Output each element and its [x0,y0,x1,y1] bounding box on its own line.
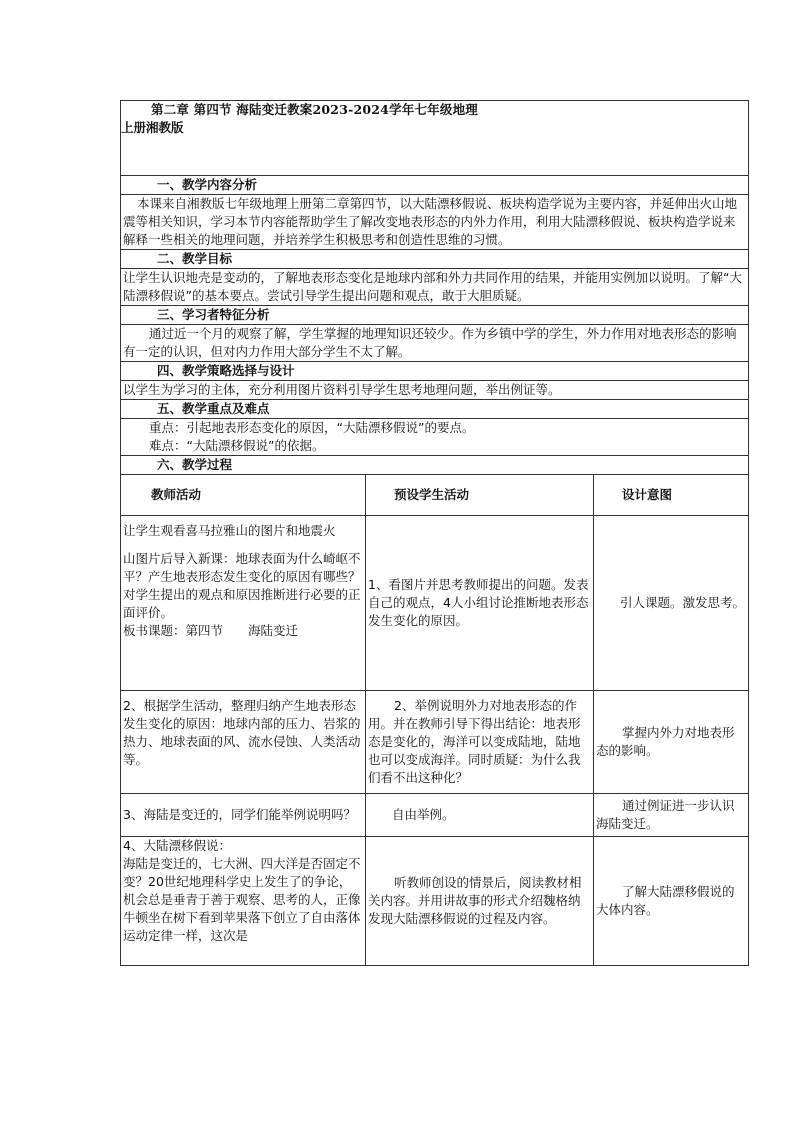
section-text-4: 以学生为学习的主体，充分利用图片资料引导学生思考地理问题，举出例证等。 [121,381,749,400]
table-row [121,691,749,794]
teacher-activity-cell: 2、根据学生活动，整理归纳产生地表形态发生变化的原因：地球内部的压力、岩浆的热力、地球表面的风、流水侵蚀、人类活动等。 [121,691,366,794]
design-intent-cell: 了解大陆漂移假说的大体内容。 [594,837,749,966]
design-intent-cell: 通过例证进一步认识海陆变迁。 [594,794,749,837]
section-text-2: 让学生认识地壳是变动的，了解地表形态变化是地球内部和外力共同作用的结果，并能用实例加以说明。了解“大陆漂移假说”的基本要点。尝试引导学生提出问题和观点，敢于大胆质疑。 [121,269,749,306]
document-page [120,100,748,966]
teacher-activity-cell [121,837,366,966]
title-line-2: 上册湘教版 [121,120,184,135]
section-heading-5: 五、教学重点及难点 [121,400,749,419]
student-activity-cell: 听教师创设的情景后，阅读教材相关内容。并用讲故事的形式介绍魏格纳发现大陆漂移假说的过程及内容。 [366,837,594,966]
title-line-1: 第二章 第四节 海陆变迁教案2023-2024学年七年级地理 [151,102,478,117]
section-heading-2: 二、教学目标 [121,250,749,269]
table-row [121,516,749,691]
table-row [121,837,749,966]
column-header-student: 预设学生活动 [366,475,594,516]
student-activity-cell: 1、看图片并思考教师提出的问题。发表自己的观点，4人小组讨论推断地表形态发生变化的原因。 [366,516,594,691]
teacher-line: 让学生观看喜马拉雅山的图片和地震火 [123,523,336,538]
table-row [121,794,749,837]
section-heading-3: 三、学习者特征分析 [121,306,749,325]
design-intent-cell: 掌握内外力对地表形态的影响。 [594,691,749,794]
teacher-line: 山图片后导入新课：地球表面为什么崎岖不平？产生地表形态发生变化的原因有哪些？ [123,551,361,584]
teacher-line: 对学生提出的观点和原因推断进行必要的正面评价。 [123,587,361,620]
design-intent-cell: 引人课题。激发思考。 [594,516,749,691]
section-heading-4: 四、教学策略选择与设计 [121,362,749,381]
section-heading-6: 六、教学过程 [121,456,749,475]
teacher-line: 板书课题：第四节 海陆变迁 [123,623,299,638]
teacher-activity-cell [121,516,366,691]
section-heading-1: 一、教学内容分析 [121,176,749,195]
teacher-line: 海陆是变迁的，七大洲、四大洋是否固定不变？20世纪地理科学史上发生了的争论，机会总是垂青于善于观察、思考的人，正像牛顿坐在树下看到苹果落下创立了自由落体运动定律一样，这次是 [123,856,361,943]
student-activity-cell: 自由举例。 [366,794,594,837]
section-text-5 [121,419,749,456]
key-point: 重点：引起地表形态变化的原因，“大陆漂移假说”的要点。 [149,420,475,435]
student-activity-cell: 2、举例说明外力对地表形态的作用。并在教师引导下得出结论：地表形态是变化的，海洋可以变成陆地，陆地也可以变成海洋。同时质疑：为什么我们看不出这种化？ [366,691,594,794]
teacher-activity-cell: 3、海陆是变迁的，同学们能举例说明吗？ [121,794,366,837]
column-header-intent: 设计意图 [594,475,749,516]
column-header-teacher: 教师活动 [121,475,366,516]
section-text-3: 通过近一个月的观察了解，学生掌握的地理知识还较少。作为乡镇中学的学生，外力作用对地表形态的影响有一定的认识，但对内力作用大部分学生不太了解。 [121,325,749,362]
difficult-point: 难点：“大陆漂移假说”的依据。 [149,438,325,453]
lesson-plan-table [120,100,749,966]
section-text-1: 本课来自湘教版七年级地理上册第二章第四节，以大陆漂移假说、板块构造学说为主要内容，并延伸出火山地震等相关知识，学习本节内容能帮助学生了解改变地表形态的内外力作用，利用大陆漂移假说、板块构造学说来解释一些相关的地理问题，并培养学生积极思考和创造性思维的习惯。 [121,195,749,250]
teacher-line: 4、大陆漂移假说： [123,838,231,853]
document-title [121,101,749,176]
